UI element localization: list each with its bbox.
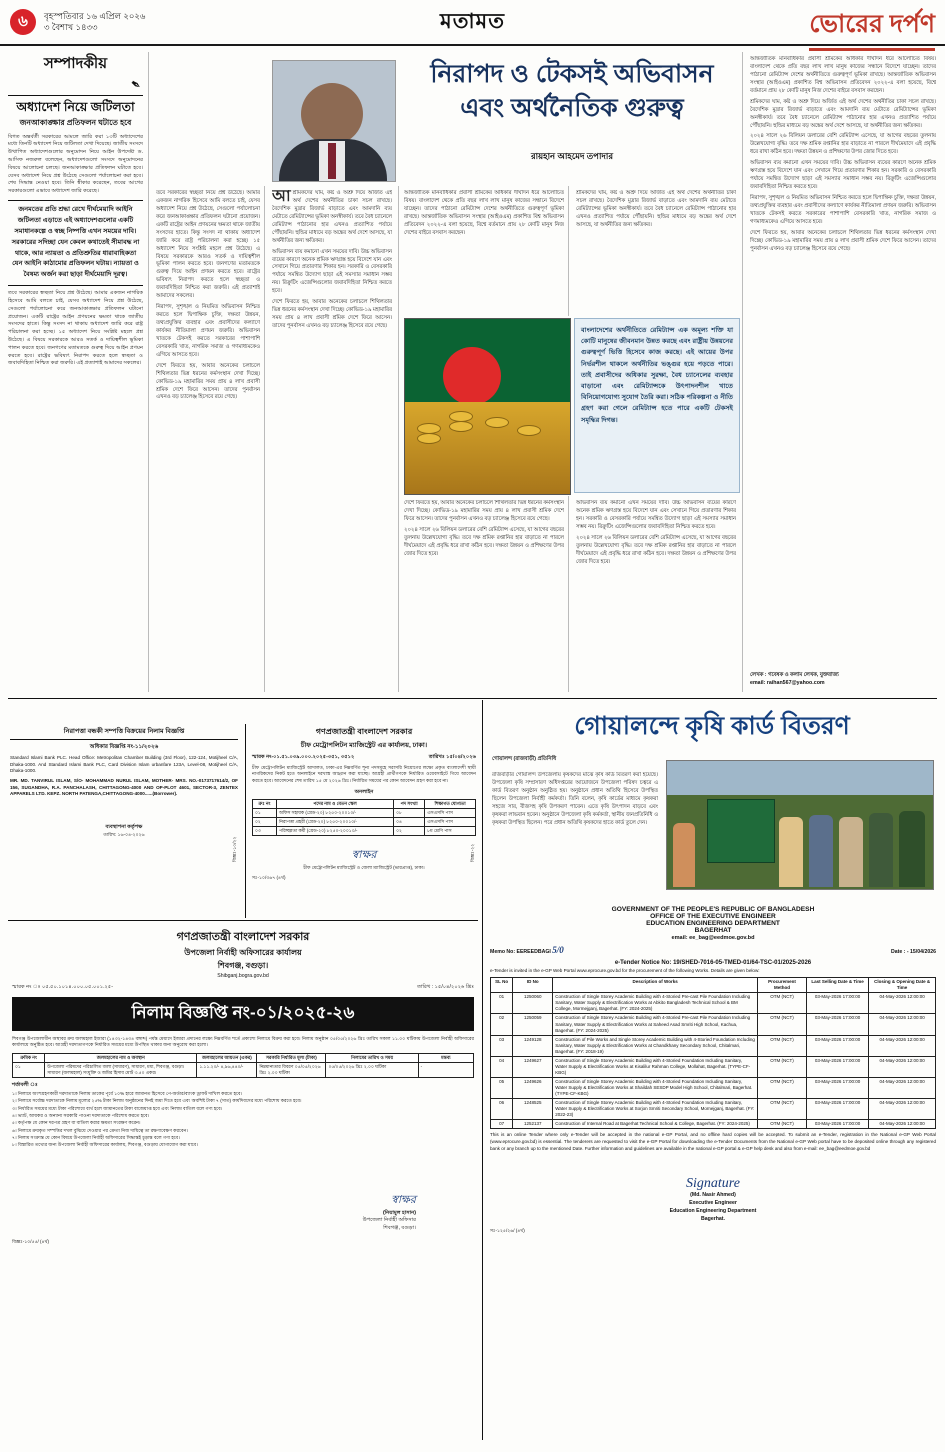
opinion-col2-dropcap: আ [272, 190, 291, 205]
editorial-body-1: বিগত অন্তর্বর্তী সরকারের আমলে জারি করা ১৩টি অধ্যাদেশের মধ্যে তিনটি অধ্যাদেশ নিয়ে জটিলতা দেখা দিয়েছে। জাতীয় সংসদে উত্থাপিত অধ্যাদেশগুলোর অনুমোদন নিয়ে আইন উপদেষ্টা ড. আসিফ নজরুল বলেছেন, অধ্যাদেশগুলো সংসদে অনুমোদনের বিষয়ে আলোচনা চলছে। জনআকাঙ্ক্ষার প্রতিফলন ঘটাতে হবে। যেসব অধ্যাদেশ নিয়ে প্রশ্ন উঠেছে সেগুলো পর্যালোচনা করা হবে। শেষ সিদ্ধান্ত নেওয়া হবে। তিনি স্বীকার করেছেন, তবের আগের সরকারগুলো এভাবে অধ্যাদেশ জারি করেছে। [8, 133, 143, 195]
bangladesh-flag-circle [443, 347, 501, 405]
etender-col-2: Description of Works [553, 978, 758, 993]
cell: 03-May-2026 17:00:00 [806, 1056, 868, 1077]
cell: ১.১১.২০/- ৪,৯৬,৪৪০/- [197, 1062, 257, 1077]
column-rule-3 [398, 186, 399, 692]
bank-notice [10, 726, 238, 838]
etender-signature: Signature [686, 1176, 740, 1192]
auction-notice [12, 928, 474, 1246]
cell: 04-May-2026 12:00:00 [869, 1099, 936, 1120]
cell: 03 [491, 1035, 513, 1056]
auction-col-3: সরকারি নির্ধারিত মূল্য (টাকা) [257, 1053, 326, 1062]
etender-signer-name: (Md. Nasir Ahmed) [690, 1192, 736, 1199]
auction-table-header-row [13, 1053, 474, 1062]
opinion-author-note-block [750, 672, 936, 686]
column-rule-4 [568, 186, 569, 316]
table-row [491, 1056, 936, 1077]
pen-icon: ✒ [127, 75, 145, 94]
opinion-title [404, 58, 740, 126]
horizontal-rule-1 [8, 698, 937, 699]
opinion-col4-para-3: ২০২৪ সালে ২৬ বিলিয়ন ডলারের বেশি রেমিট্যান্স এসেছে, যা আগের বছরের তুলনায় উল্লেখযোগ্য বৃদ্ধি। তবে দক্ষ শ্রমিক রপ্তানির হার বাড়াতে না পারলে দীর্ঘমেয়াদে এই প্রবৃদ্ধি ধরে রাখা কঠিন হবে। দক্ষতা উন্নয়ন ও প্রশিক্ষণের উপর জোর দিতে হবে। [576, 534, 736, 565]
opinion-col5-para-2: শ্রমিকদের ঘাম, কষ্ট ও অশ্রু দিয়ে অর্জিত এই অর্থ দেশের অর্থনীতির চাকা সচল রাখছে। বৈদেশিক মুদ্রার রিজার্ভ বাড়াতে এবং আমদানি ব্যয় মেটাতে রেমিট্যান্সের ভূমিকা অনস্বীকার্য। তবে বৈধ চ্যানেলে রেমিট্যান্স পাঠানোর হার এখনও প্রত্যাশিত পর্যায়ে পৌঁছায়নি। হুন্ডির মাধ্যমে বড় অঙ্কের অর্থ দেশে আসছে, যা অর্থনীতির জন্য ক্ষতিকর। [750, 98, 936, 129]
cell: OTM (NCT) [757, 993, 806, 1014]
metro-table [252, 799, 476, 836]
auction-signer-title: উপজেলা নির্বাহী অফিসার [362, 1217, 416, 1224]
opinion-col-3-top [404, 190, 564, 312]
table-row [491, 1014, 936, 1035]
auction-col-0: ক্রমিক নং [13, 1053, 45, 1062]
auction-term: ৪। ভ্যাট, আয়কর ও অন্যান্য সরকারি পাওনা দরদাতাকে পরিশোধ করতে হবে। [12, 1112, 150, 1118]
cell: Construction of Single Storey Academic Building with 4-Storied Pre-cast Pile Foundation Including Sanitary, Water Supply & Electrification Works at Abkito Bangladesh Technical School & BM College, Mormejganj, Bagerhat. (FY: 2024-2025) [553, 993, 758, 1014]
opinion-col4-para-2: অভিবাসন ব্যয় কমানো এখন সময়ের দাবি। উচ্চ অভিবাসন ব্যয়ের কারণে অনেক শ্রমিক ঋণগ্রস্ত হয়ে বিদেশে যান এবং সেখানে গিয়ে প্রতারণার শিকার হন। সরকারি ও বেসরকারি পর্যায়ে সমন্বিত উদ্যোগ ছাড়া এই সমস্যার সমাধান সম্ভব নয়। রিক্রুটিং এজেন্সিগুলোর জবাবদিহিতা নিশ্চিত করতে হবে। [576, 500, 736, 530]
cell: 02 [491, 1014, 513, 1035]
metro-gov-line-1: গণপ্রজাতন্ত্রী বাংলাদেশ সরকার [315, 727, 413, 736]
bank-notice-line2: MR. MD. TANVIRUL ISLAM, S/O- MOHAMMAD NURUL ISLAM, MOTHER- MRS. NO.-0173717614/2, OF 156, SUGANDHA, R.A. PANCHALASH, CHITTAGONG-4000 AND OP-PLOT 4601, SECTOR-3, ZENTEX APPARELS LTD. KEPZ. NORTH PATENGA,CHITTAGONG-4000......(Borrower). [10, 777, 238, 797]
opinion-col5-para-1: আন্তর্জাতিক মানবাধিকার প্রবাসী শ্রমিকের অধিকার দীর্ঘদিন ধরে আলোচিত বিষয়। বাংলাদেশ থেকে প্রতি বছর লাখ লাখ মানুষ কাজের সন্ধানে বিদেশে যাচ্ছেন। তাদের পাঠানো রেমিট্যান্স দেশের অর্থনীতিতে গুরুত্বপূর্ণ ভূমিকা রাখছে। আন্তর্জাতিক অভিবাসন সংস্থার (আইওএম) প্রকাশিত বিশ্ব অভিবাসন প্রতিবেদন ২০২২-এ বলা হয়েছে, বিশ্বে বর্তমানে প্রায় ২৮ কোটি মানুষ নিজ দেশের বাইরে বসবাস করছেন। [750, 56, 936, 94]
metro-col-3: শিক্ষাগত যোগ্যতা [425, 799, 476, 808]
date-block [44, 11, 145, 34]
auction-term: ২। নিলামে সর্বোচ্চ দরদাতাকে নিলাম মূল্যের ২৫% টাকা নিলাম অনুষ্ঠানের দিনই জমা দিতে হবে এবং অবশিষ্ট টাকা ৭ (সাত) কার্যদিবসের মধ্যে পরিশোধ করতে হবে। [12, 1098, 302, 1104]
cell: নিরাপত্তা প্রহরী (গ্রেড-২০) ৮২৫০-২০০১০/- [276, 817, 393, 826]
cell: 1248525 [513, 1099, 553, 1120]
cell: 1250060 [513, 993, 553, 1014]
opinion-col2-para-1: শ্রমিকদের ঘাম, কষ্ট ও অশ্রু দিয়ে অর্জিত এই অর্থ দেশের অর্থনীতির চাকা সচল রাখছে। বৈদেশিক মুদ্রার রিজার্ভ বাড়াতে এবং আমদানি ব্যয় মেটাতে রেমিট্যান্সের ভূমিকা অনস্বীকার্য। তবে বৈধ চ্যানেলে রেমিট্যান্স পাঠানোর হার এখনও প্রত্যাশিত পর্যায়ে পৌঁছায়নি। হুন্ডির মাধ্যমে বড় অঙ্কের অর্থ দেশে আসছে, যা অর্থনীতির জন্য ক্ষতিকর। [272, 190, 392, 244]
etender-date: Date : - 15/04/2026 [891, 949, 936, 955]
goalanda-title: গোয়ালন্দে কৃষি কার্ড বিতরণ [574, 712, 850, 740]
cell: 03-May-2026 17:00:00 [806, 993, 868, 1014]
cell: নিম্নমান্যতার বিবরণ ০৫/০৫/২০২৬ খ্রিঃ ২.০০ ঘটিকা [257, 1062, 326, 1077]
bengali-date: ৩ বৈশাখ ১৪৩৩ [44, 22, 98, 32]
auction-title-banner: নিলাম বিজ্ঞপ্তি নং-০১/২০২৫-২৬ [12, 997, 474, 1031]
pull-quote: বাংলাদেশের অর্থনীতিতে রেমিট্যান্স এক অমূল্য শক্তি যা কোটি মানুষের জীবনমান উন্নত করছে এবং রাষ্ট্রীয় উন্নয়নের গুরুত্বপূর্ণ ভিত্তি হিসেবে কাজ করছে। এই আয়ের উপর নির্ভরশীল থাকলে অর্থনীতির ভঙ্গুর হয়ে পড়তে পারে। তাই প্রবাসীদের অধিকার সুরক্ষা, বৈধ চ্যানেলের ব্যবহার বাড়ানো এবং রেমিট্যান্সকে উৎপাদনশীল খাতে বিনিয়োগযোগ্য সুযোগ তৈরি করা। সঠিক পরিকল্পনা ও নীতি গ্রহণ করা গেলে রেমিট্যান্স হতে পারে একটি টেকসই সমৃদ্ধির দিগন্ত। [574, 318, 740, 493]
cell: 04 [491, 1056, 513, 1077]
column-rule-1 [148, 52, 149, 692]
auction-terms-list [12, 1090, 474, 1149]
opinion-col-2 [272, 190, 392, 690]
opinion-left-para-2: নিরাপদ, সুশৃঙ্খল ও নিয়মিত অভিবাসন নিশ্চিত করতে হলে দ্বিপাক্ষিক চুক্তি, দক্ষতা উন্নয়ন, তথ্যপ্রযুক্তির ব্যবহার এবং প্রবাসীদের কল্যাণে কার্যকর নীতিমালা প্রণয়ন জরুরি। অভিবাসন খাতকে টেকসই করতে সরকারের পাশাপাশি বেসরকারি খাত, নাগরিক সমাজ ও গণমাধ্যমকেও এগিয়ে আসতে হবে। [156, 304, 260, 358]
bank-notice-header: নিরাপত্তা বন্ধকী সম্পত্তি বিক্রয়ের নিলাম বিজ্ঞপ্তি [10, 726, 238, 740]
brand-name: ভোরের দর্পণ [809, 10, 935, 38]
table-row [491, 993, 936, 1014]
auction-memo-row [12, 984, 474, 992]
metro-signature: স্বাক্ষর [351, 848, 377, 861]
auction-table [12, 1053, 474, 1078]
cell: 1250059 [513, 1014, 553, 1035]
goalanda-photo [666, 760, 934, 890]
etender-signer-title-1: Executive Engineer [689, 1200, 737, 1207]
auction-footer-code: বিজ্ঞঃ-১০/৫৫/ (৪র্থ) [12, 1239, 50, 1245]
cell: 04-May-2026 12:00:00 [869, 1120, 936, 1129]
photo-sky [667, 761, 933, 795]
vertical-rule-ads [245, 724, 246, 918]
auction-term: ৩। নির্ধারিত সময়ের মধ্যে টাকা পরিশোধে ব্যর্থ হলে জামানতের টাকা বাজেয়াপ্ত হবে এবং নিলাম বাতিল বলে গণ্য হবে। [12, 1105, 223, 1111]
metro-col-0: ক্রঃ নং [253, 799, 277, 808]
auction-website: Shibganj.bogra.gov.bd [217, 973, 269, 979]
photo-person [899, 811, 925, 887]
goalanda-byline: গোয়ালন্দ (রাজবাড়ী) প্রতিনিধি [492, 756, 557, 762]
cell: 1249128 [513, 1035, 553, 1056]
cell: OTM (NCT) [757, 1035, 806, 1056]
etender-notice-line: e-Tender is invited in the e-GP Web Portal www.eprocure.gov.bd for the procurement of the following Works. Details are given below: [490, 967, 760, 973]
metro-table-title: অনলাইন [354, 788, 374, 795]
auction-col-2: জলমহালের আয়তন (একর) [197, 1053, 257, 1062]
auction-col-1: জলমহালের নাম ও অবস্থান [45, 1053, 197, 1062]
photo-person [779, 817, 803, 887]
metro-sidecode: বিজ্ঞঃ-২২ [470, 843, 475, 862]
auction-signer-name: (নিয়ামুল হাসান) [382, 1209, 416, 1216]
cell: 01 [491, 993, 513, 1014]
etender-gov-4: BAGERHAT [694, 927, 732, 934]
cell: 03-May-2026 17:00:00 [806, 1099, 868, 1120]
opinion-col5-para-4: অভিবাসন ব্যয় কমানো এখন সময়ের দাবি। উচ্চ অভিবাসন ব্যয়ের কারণে অনেক শ্রমিক ঋণগ্রস্ত হয়ে বিদেশে যান এবং সেখানে গিয়ে প্রতারণার শিকার হন। সরকারি ও বেসরকারি পর্যায়ে সমন্বিত উদ্যোগ ছাড়া এই সমস্যার সমাধান সম্ভব নয়। রিক্রুটিং এজেন্সিগুলোর জবাবদিহিতা নিশ্চিত করতে হবে। [750, 160, 936, 191]
photo-banner [707, 799, 775, 863]
opinion-left-para-3: দেশে ফিরতে হয়, আবার অনেকের চলাচলে শিথিলতার ভিন্ন ধরনের কর্মসংস্থান দেখা দিচ্ছে। কোভিড-১৯ মহামারির সময় প্রায় ৪ লাখ প্রবাসী শ্রমিক দেশে ফিরে আসেন। তাদের পুনর্বাসন এখনও বড় চ্যালেঞ্জ হিসেবে রয়ে গেছে। [156, 362, 260, 401]
cell: 04-May-2026 12:00:00 [869, 993, 936, 1014]
etender-table-header-row [491, 978, 936, 993]
opinion-author-email: email: raihan567@yahoo.com [750, 679, 825, 686]
etender-memo: Memo No: EEREEDBAGI [490, 949, 551, 955]
auction-signature-block [12, 1191, 474, 1233]
opinion-col-5 [750, 56, 936, 668]
auction-col-5: মন্তব্য [418, 1053, 473, 1062]
metro-col-1: পদের নাম ও বেতন স্কেল [276, 799, 393, 808]
photo-person [839, 817, 863, 887]
cell: 04-May-2026 12:00:00 [869, 1014, 936, 1035]
column-rule-5 [568, 496, 569, 692]
etender-memo-row [490, 944, 936, 958]
cell: ৮ম শ্রেণি পাস [425, 826, 476, 835]
cell: 03-May-2026 17:00:00 [806, 1035, 868, 1056]
cell: - [418, 1062, 473, 1077]
bank-notice-line1: Standard Islami Bank PLC. Head Office: Metropolitan Chamber Building (3rd Floor), 122-124, Motijheel C/A, Dhaka-1000. And Standard Islami Bank PLC, Card Division Islam urbanfare 123A, Level-08, Motijheel C/A, Dhaka-1000. [10, 755, 238, 774]
auction-term: ৭। নিলাম সংক্রান্ত যে কোন বিষয়ে উপজেলা নির্বাহী অফিসারের সিদ্ধান্তই চূড়ান্ত বলে গণ্য হবে। [12, 1134, 180, 1140]
etender-footer-note: This is an online Tender where only e-Tender will be accepted in the national e-GP Portal, and no offline hard copies will be accepted. To submit an e-Tender, registration in the National e-GP Web Portal (www.eprocure.gov.bd) is essential. The tenderers are requested to visit the e-GP Portal for downloading the e-Tender Documents from the National e-GP Web portal have to be deposited online through any registered bank or any branch up to the mentioned Date. Further information and guidelines are available in the national e-GP portal & e-GP help desk and also from e-mail: ee_bag@eedmoe.gov.bd [490, 1132, 936, 1151]
opinion-col4-para-1: শ্রমিকদের ঘাম, কষ্ট ও অশ্রু দিয়ে অর্জিত এই অর্থ দেশের অর্থনীতির চাকা সচল রাখছে। বৈদেশিক মুদ্রার রিজার্ভ বাড়াতে এবং আমদানি ব্যয় মেটাতে রেমিট্যান্সের ভূমিকা অনস্বীকার্য। তবে বৈধ চ্যানেলে রেমিট্যান্স পাঠানোর হার এখনও প্রত্যাশিত পর্যায়ে পৌঁছায়নি। হুন্ডির মাধ্যমে বড় অঙ্কের অর্থ দেশে আসছে, যা অর্থনীতির জন্য ক্ষতিকর। [576, 190, 736, 228]
column-rule-6 [742, 52, 743, 692]
opinion-left-para-1: তবে সরকারের স্বচ্ছতা নিয়ে প্রশ্ন উঠেছে। আমার একজন নাগরিক হিসেবে আমি বলতে চাই, যেসব অধ্যাদেশ নিয়ে প্রশ্ন উঠেছে, সেগুলো পর্যালোচনা করে জনআকাঙ্ক্ষার প্রতিফলন ঘটানো প্রয়োজন। একটি রাষ্ট্রের আইন প্রণয়নের ক্ষমতা থাকে জাতীয় সংসদের হাতে। কিন্তু সংসদ না থাকায় অধ্যাদেশ জারি করে রাষ্ট্র পরিচালনা করা হচ্ছে। ১৫ অধ্যাদেশ নিয়ে সংশ্লিষ্ট মহলে প্রশ্ন উঠেছে। এ বিষয়ে সরকারকে আরও সতর্ক ও দায়িত্বশীল ভূমিকা পালন করতে হবে। জনগণের মতামতকে গুরুত্ব দিয়ে আইন প্রণয়ন করতে হবে। রাষ্ট্রের ভবিষ্যৎ নিরাপদ করতে হলে স্বচ্ছতা ও জবাবদিহিতা নিশ্চিত করা জরুরি। এই প্রত্যাশাই আমাদের সকলের। [156, 190, 260, 300]
etender-notice-no: e-Tender Notice No: 19/SHED-7016-05-TMED-01/64-TSC-01/2025-2026 [614, 959, 812, 966]
metro-signer: চীফ মেট্রোপলিটন ম্যাজিস্ট্রেট ও জেলা ম্যাজিস্ট্রেট (ভারপ্রাপ্ত), ঢাকা। [303, 864, 425, 870]
metro-memo: স্মারক নং-০১.৫১.০৩৯.০০০.২০২৫-৩৫১, ৩৫১২ [252, 754, 355, 760]
auction-intro: শিবগঞ্জ উপজেলাধীন অস্থাবর ক্রয় জলমহাল ইজারা (১৪৩২-১৪৩৪ বঙ্গাব্দ) পর্যন্ত মেয়াদে ইজারা প্রদানের লক্ষ্যে নিম্নবর্ণিত শর্তে প্রকাশ্যে নিলামে বিক্রয় করা হবে। নিলাম অনুষ্ঠান ০৫/০৫/২০২৬ খ্রিঃ তারিখ সকাল ১১.০০ ঘটিকায় উপজেলা নির্বাহী অফিসারের কার্যালয়ে অনুষ্ঠিত হবে। আগ্রহী দরদাতাগণকে নির্ধারিত সময়ের মধ্যে উপস্থিত থাকার জন্য অনুরোধ করা হলো। [12, 1035, 474, 1048]
auction-term: ৬। নিলামে ক্রয়কৃত সম্পত্তির দখল বুঝিয়ে দেওয়ার পর ক্রেতা নিজ দায়িত্বে তা রক্ষণাবেক্ষণ করবেন। [12, 1127, 188, 1133]
cell: 04-May-2026 12:00:00 [869, 1035, 936, 1056]
cell: ০২ [253, 817, 277, 826]
metro-memo-row [252, 754, 476, 762]
metro-footer-code: সঃ-১০/৩৬৭ (৪র্থ) [252, 875, 286, 881]
cell: 05 [491, 1078, 513, 1099]
table-row [13, 1062, 474, 1077]
cell: OTM (NCT) [757, 1099, 806, 1120]
cell: উপজেলা পরিষদের পরিচালিত জলা (সাধারণ), সাধারণ, মধ্য, শিবগঞ্জ, বগুড়া। সাধারণ (জলমহাল) সংযুক্তি ও জমির হিসাব মোট ৩.৫০ একর। [45, 1062, 197, 1077]
metro-col-2: পদ সংখ্যা [394, 799, 425, 808]
cell: 1252137 [513, 1120, 553, 1129]
metro-gov-line-2: চীফ মেট্রোপলিটন ম্যাজিস্ট্রেট এর কার্যালয়, ঢাকা। [300, 742, 428, 749]
cell: ০৫/০৫/২০২৬ খ্রিঃ ২.০০ ঘটিকা [326, 1062, 418, 1077]
vertical-rule-center [482, 700, 483, 1440]
cell: এসএসসি পাস [425, 817, 476, 826]
gregorian-date: বৃহস্পতিবার ১৬ এপ্রিল ২০২৬ [44, 10, 146, 21]
cell: OTM (NCT) [757, 1120, 806, 1129]
opinion-col5-para-5: নিরাপদ, সুশৃঙ্খল ও নিয়মিত অভিবাসন নিশ্চিত করতে হলে দ্বিপাক্ষিক চুক্তি, দক্ষতা উন্নয়ন, তথ্যপ্রযুক্তির ব্যবহার এবং প্রবাসীদের কল্যাণে কার্যকর নীতিমালা প্রণয়ন জরুরি। অভিবাসন খাতকে টেকসই করতে সরকারের পাশাপাশি বেসরকারি খাত, নাগরিক সমাজ ও গণমাধ্যমকেও এগিয়ে আসতে হবে। [750, 195, 936, 225]
opinion-col3-para-3: ২০২৪ সালে ২৬ বিলিয়ন ডলারের বেশি রেমিট্যান্স এসেছে, যা আগের বছরের তুলনায় উল্লেখযোগ্য বৃদ্ধি। তবে দক্ষ শ্রমিক রপ্তানির হার বাড়াতে না পারলে দীর্ঘমেয়াদে এই প্রবৃদ্ধি ধরে রাখা কঠিন হবে। দক্ষতা উন্নয়ন ও প্রশিক্ষণের উপর জোর দিতে হবে। [404, 526, 564, 557]
metro-paragraph: চীফ মেট্রোপলিটন ম্যাজিস্ট্রেট আদালত, ঢাকা-এর নিম্নবর্ণিত শূন্য পদসমূহে সরাসরি নিয়োগের লক্ষ্যে প্রকৃত বাংলাদেশী স্থায়ী নাগরিকদের নিকট হতে অনলাইনে দরখাস্ত আহ্বান করা যাচ্ছে। আগ্রহী প্রার্থীগণকে নির্ধারিত ওয়েবসাইটে গিয়ে আবেদন করতে হবে। আবেদনের শেষ তারিখ ১৫ মে ২০২৬ খ্রিঃ। নির্ধারিত সময়ের পর কোন আবেদন গ্রহণ করা হবে না। [252, 764, 476, 784]
opinion-col5-para-3: ২০২৪ সালে ২৬ বিলিয়ন ডলারের বেশি রেমিট্যান্স এসেছে, যা আগের বছরের তুলনায় উল্লেখযোগ্য বৃদ্ধি। তবে দক্ষ শ্রমিক রপ্তানির হার বাড়াতে না পারলে দীর্ঘমেয়াদে এই প্রবৃদ্ধি ধরে রাখা কঠিন হবে। দক্ষতা উন্নয়ন ও প্রশিক্ষণের উপর জোর দিতে হবে। [750, 133, 936, 156]
auction-date: তারিখ : ১৫/০৪/২০২৬ খ্রিঃ [417, 983, 474, 990]
coin [449, 421, 473, 432]
cell: 1249626 [513, 1078, 553, 1099]
etender-memo-label [490, 944, 564, 958]
photo-person [809, 815, 833, 887]
author-photo [272, 60, 396, 182]
remittance-photo [404, 318, 571, 495]
cell: OTM (NCT) [757, 1056, 806, 1077]
opinion-byline: রায়হান আহমেদ তপাদার [530, 151, 614, 161]
opinion-col2-para-3: দেশে ফিরতে হয়, আবার অনেকের চলাচলে শিথিলতার ভিন্ন ধরনের কর্মসংস্থান দেখা দিচ্ছে। কোভিড-১৯ মহামারির সময় প্রায় ৪ লাখ প্রবাসী শ্রমিক দেশে ফিরে আসেন। তাদের পুনর্বাসন এখনও বড় চ্যালেঞ্জ হিসেবে রয়ে গেছে। [272, 299, 392, 329]
horizontal-rule-2 [8, 920, 478, 921]
etender-gov-3: EDUCATION ENGINEERING DEPARTMENT [646, 920, 780, 927]
cell: ০৪ [394, 817, 425, 826]
opinion-col-4-top [576, 190, 736, 312]
cell: 04-May-2026 12:00:00 [869, 1056, 936, 1077]
opinion-col2-para-2: অভিবাসন ব্যয় কমানো এখন সময়ের দাবি। উচ্চ অভিবাসন ব্যয়ের কারণে অনেক শ্রমিক ঋণগ্রস্ত হয়ে বিদেশে যান এবং সেখানে গিয়ে প্রতারণার শিকার হন। সরকারি ও বেসরকারি পর্যায়ে সমন্বিত উদ্যোগ ছাড়া এই সমস্যার সমাধান সম্ভব নয়। রিক্রুটিং এজেন্সিগুলোর জবাবদিহিতা নিশ্চিত করতে হবে। [272, 248, 392, 295]
table-row [253, 826, 476, 835]
bank-notice-signer: ব্যবস্থাপনা কর্তৃপক্ষ [105, 823, 143, 830]
auction-gov-line-2: উপজেলা নির্বাহী অফিসারের কার্যালয় [184, 948, 302, 957]
auction-gov-line-1: গণপ্রজাতন্ত্রী বাংলাদেশ সরকার [176, 931, 310, 943]
opinion-col-3-bottom [404, 500, 564, 690]
cell: Construction of Single Storey Academic Building with 4-Storied Foundation Including Sanitary, Water Supply & Electrification Works at Sorjon Smriti Secondary School, Mornejganj, Bagerhat. (FY: 2022-23) [553, 1099, 758, 1120]
newspaper-logo [809, 4, 935, 51]
opinion-col3-para-1: আন্তর্জাতিক মানবাধিকার প্রবাসী শ্রমিকের অধিকার দীর্ঘদিন ধরে আলোচিত বিষয়। বাংলাদেশ থেকে প্রতি বছর লাখ লাখ মানুষ কাজের সন্ধানে বিদেশে যাচ্ছেন। তাদের পাঠানো রেমিট্যান্স দেশের অর্থনীতিতে গুরুত্বপূর্ণ ভূমিকা রাখছে। আন্তর্জাতিক অভিবাসন সংস্থার (আইওএম) প্রকাশিত বিশ্ব অভিবাসন প্রতিবেদন ২০২২-এ বলা হয়েছে, বিশ্বে বর্তমানে প্রায় ২৮ কোটি মানুষ নিজ দেশের বাইরে বসবাস করছেন। [404, 190, 564, 236]
auction-gov-line-3: শিবগঞ্জ, বগুড়া। [217, 961, 269, 970]
editorial-block [8, 52, 143, 368]
etender-email: email: ee_bag@eedmoe.gov.bd [671, 935, 755, 941]
auction-signer-office: শিবগঞ্জ, বগুড়া। [383, 1225, 416, 1232]
cell: Construction of Single Storey Academic Building with 4-Storied Foundation Including Sanitary, Water Supply & Electrification Works at Kisalilur Rahman College, Mollahat, Bagerhat. (TYPE-CF-KBG) [553, 1056, 758, 1077]
auction-term: ৫। কর্তৃপক্ষ যে কোন দরপত্র গ্রহণ বা বাতিল করার ক্ষমতা সংরক্ষণ করেন। [12, 1120, 141, 1126]
author-face [301, 83, 363, 145]
coin [517, 425, 541, 436]
editorial-divider [8, 75, 145, 96]
cell: 03-May-2026 17:00:00 [806, 1078, 868, 1099]
opinion-col5-para-6: দেশে ফিরতে হয়, আবার অনেকের চলাচলে শিথিলতার ভিন্ন ধরনের কর্মসংস্থান দেখা দিচ্ছে। কোভিড-১৯ মহামারির সময় প্রায় ৪ লাখ প্রবাসী শ্রমিক দেশে ফিরে আসেন। তাদের পুনর্বাসন এখনও বড় চ্যালেঞ্জ হিসেবে রয়ে গেছে। [750, 229, 936, 252]
etender-table [490, 977, 936, 1129]
table-row [253, 817, 476, 826]
auction-col-4: নিলামের তারিখ ও সময় [326, 1053, 418, 1062]
photo-person [869, 813, 893, 887]
etender-memo-number: 5/0 [552, 945, 564, 955]
cell: Construction of Pile Works and Single Storey Academic Building with 4-Storied Foundation Including Sanitary, Water Supply & Electrification Works at Chandkhany Secondary School, Chitalmari, Bagerhat. (FY: 2018-19) [553, 1035, 758, 1056]
opinion-author-note: লেখক : গবেষক ও কলাম লেখক, যুক্তরাজ্য [750, 672, 839, 678]
table-row [491, 1078, 936, 1099]
opinion-col-left [156, 190, 260, 690]
metro-table-header-row [253, 799, 476, 808]
cell: ০১ [13, 1062, 45, 1077]
cell: ০২ [394, 826, 425, 835]
goalanda-body: রাজবাড়ীর গোয়ালন্দ উপজেলায় কৃষকদের মাঝে কৃষি কার্ড বিতরণ করা হয়েছে। উপজেলা কৃষি সম্প্রসারণ অধিদপ্তরের আয়োজনে উপজেলা পরিষদ চত্বরে এ কার্ড বিতরণ অনুষ্ঠান অনুষ্ঠিত হয়। অনুষ্ঠানে প্রধান অতিথি হিসেবে উপস্থিত ছিলেন উপজেলা নির্বাহী কর্মকর্তা। তিনি বলেন, কৃষি কার্ডের মাধ্যমে কৃষকরা সহজে সার, বীজসহ কৃষি উপকরণ পাবেন। এতে কৃষি উৎপাদন বাড়বে এবং কৃষকরা লাভবান হবেন। অনুষ্ঠানে উপজেলা কৃষি কর্মকর্তা, স্থানীয় জনপ্রতিনিধি ও কৃষকরা উপস্থিত ছিলেন। পরে প্রধান অতিথি কৃষকদের হাতে কার্ড তুলে দেন। [492, 772, 658, 826]
cell: OTM (NCT) [757, 1078, 806, 1099]
cell: 1249627 [513, 1056, 553, 1077]
table-row [253, 808, 476, 817]
masthead [0, 0, 945, 46]
etender-gov-2: OFFICE OF THE EXECUTIVE ENGINEER [650, 913, 776, 920]
auction-signature: স্বাক্ষর [391, 1193, 416, 1206]
table-row [491, 1099, 936, 1120]
coin [485, 417, 509, 428]
metro-notice [252, 726, 476, 882]
cell: Construction of Single Storey Academic Building with 4-Storied Foundation Including Sanitary, Water Supply & Electrification Works at Shaildah SESDP Model High School, Chitalmari, Bagerhat. (TYPE-CF-KBG) [553, 1078, 758, 1099]
cell: Construction of Internal Road at Bagerhat Technical School & College, Bagerhat. (FY: 2024-2025) [553, 1120, 758, 1129]
cell: অফিস সহায়ক (গ্রেড-২০) ৮২৫০-২০০১০/- [276, 808, 393, 817]
page-number-badge: ৬ [10, 9, 36, 35]
auction-term: ১। নিলামে অংশগ্রহণকারী দরদাতাকে নিলাম ডাকের পূর্বে ১০% হারে জামানত হিসেবে পে-অর্ডার/ব্যাংক ড্রাফট দাখিল করতে হবে। [12, 1090, 243, 1096]
opinion-title-line1: নিরাপদ ও টেকসই অভিবাসন [430, 60, 714, 88]
editorial-headline: অধ্যাদেশ নিয়ে জটিলতা [16, 100, 135, 114]
bank-notice-date: তারিখ: ১৬-০৪-২০২৬ [103, 831, 145, 837]
cell: 03-May-2026 17:00:00 [806, 1014, 868, 1035]
column-rule-2 [264, 186, 265, 692]
auction-term: ৮। বিস্তারিত তথ্যের জন্য উপজেলা নির্বাহী অফিসারের কার্যালয়, শিবগঞ্জ, বগুড়ায় যোগাযোগ করা যাবে। [12, 1142, 198, 1148]
cell: পরিচ্ছন্নতা কর্মী (গ্রেড-২০) ৮২৫০-২০০১০/- [276, 826, 393, 835]
opinion-title-line2: এবং অর্থনৈতিক গুরুত্ব [460, 93, 684, 122]
brand-rule [809, 48, 935, 51]
opinion-col3-para-2: দেশে ফিরতে হয়, আবার অনেকের চলাচলে শিথিলতার ভিন্ন ধরনের কর্মসংস্থান দেখা দিচ্ছে। কোভিড-১৯ মহামারির সময় প্রায় ৪ লাখ প্রবাসী শ্রমিক দেশে ফিরে আসেন। তাদের পুনর্বাসন এখনও বড় চ্যালেঞ্জ হিসেবে রয়ে গেছে। [404, 500, 564, 522]
cell: OTM (NCT) [757, 1014, 806, 1035]
cell: ০৩ [253, 826, 277, 835]
etender-signer-title-2: Education Engineering Department [669, 1208, 757, 1215]
coin [417, 433, 441, 444]
etender-signature-block [490, 1176, 936, 1223]
etender-footer-code: সঃ-১২৫/২৬/ (৪র্থ) [490, 1227, 525, 1233]
cell: ০১ [253, 808, 277, 817]
auction-terms-title: শর্তাবলী ঃ [12, 1082, 38, 1089]
cell: 04-May-2026 12:00:00 [869, 1078, 936, 1099]
etender-signer-title-3: Bagerhat. [701, 1215, 725, 1222]
etender-notice [490, 906, 936, 1234]
photo-person [673, 823, 695, 887]
editorial-label: সম্পাদকীয় [43, 55, 108, 72]
cell: Construction of Single Storey Academic Building with 4-Storied Pre-cast Pile Foundation Including Sanitary, Water Supply & Electrification Works at Saheed Asad Smriti High School, Kachua, Bagerhat. (FY: 2024-2025) [553, 1014, 758, 1035]
auction-memo: স্মারক নং ঃ ০৫.৫০.১০১৪.০০০.০৫.০০১.২৫- [12, 983, 113, 990]
etender-gov-1: GOVERNMENT OF THE PEOPLE'S REPUBLIC OF BANGLADESH [611, 906, 815, 913]
editorial-subhead: জনআকাঙ্ক্ষার প্রতিফলন ঘটাতে হবে [19, 117, 132, 127]
table-row [491, 1120, 936, 1129]
coin-stack [405, 402, 570, 494]
cell: 03-May-2026 17:00:00 [806, 1120, 868, 1129]
cell: 06 [491, 1099, 513, 1120]
section-title: মতামত [440, 9, 505, 33]
cell: ০৮ [394, 808, 425, 817]
opinion-col-4-bottom [576, 500, 736, 690]
bank-notice-subheader: অধিকার বিজ্ঞপ্তি নং-১১/২০২৬ [89, 744, 159, 750]
metro-date: তারিখঃ ১৫/০৪/২০২৬ [428, 754, 476, 760]
cell: এসএসসি পাস [425, 808, 476, 817]
etender-col-1: ID No [513, 978, 553, 993]
cell: 07 [491, 1120, 513, 1129]
etender-col-0: SL No [491, 978, 513, 993]
editorial-callout: জনমতের প্রতি শ্রদ্ধা রেখে দীর্ঘমেয়াদি আইনি জটিলতা এড়াতে এই অধ্যাদেশগুলোর একটি সমাধানকল্পে ও স্বচ্ছ নিষ্পত্তি এখন সময়ের দাবি। সরকারের সদিচ্ছা যেন কেবল কথাতেই সীমাবদ্ধ না থাকে, আর ন্যায়তা ও প্রতিশ্রুতির ধারাবাহিকতা যেন আইনি কাঠামোর প্রতিফলন ঘটায়। ন্যায়তা ও বৈষম্য অর্জন করা ছাড়া দীর্ঘমেয়াদি দূরত্ব। [8, 200, 143, 286]
etender-col-3: Procurement Method [757, 978, 806, 993]
table-row [491, 1035, 936, 1056]
etender-col-5: Closing & Opening Date & Time [869, 978, 936, 993]
etender-col-4: Last Selling Date & Time [806, 978, 868, 993]
bank-notice-sidecode: বিজ্ঞঃ-১০/২২ [232, 836, 237, 862]
author-tie [328, 143, 336, 179]
editorial-body-2: তবে সরকারের স্বচ্ছতা নিয়ে প্রশ্ন উঠেছে। আমার একজন নাগরিক হিসেবে আমি বলতে চাই, যেসব অধ্যাদেশ নিয়ে প্রশ্ন উঠেছে, সেগুলো পর্যালোচনা করে জনআকাঙ্ক্ষার প্রতিফলন ঘটানো প্রয়োজন। একটি রাষ্ট্রের আইন প্রণয়নের ক্ষমতা থাকে জাতীয় সংসদের হাতে। কিন্তু সংসদ না থাকায় অধ্যাদেশ জারি করে রাষ্ট্র পরিচালনা করা হচ্ছে। ১৫ অধ্যাদেশ নিয়ে সংশ্লিষ্ট মহলে প্রশ্ন উঠেছে। এ বিষয়ে সরকারকে আরও সতর্ক ও দায়িত্বশীল ভূমিকা পালন করতে হবে। জনগণের মতামতকে গুরুত্ব দিয়ে আইন প্রণয়ন করতে হবে। রাষ্ট্রের ভবিষ্যৎ নিরাপদ করতে হলে স্বচ্ছতা ও জবাবদিহিতা নিশ্চিত করা জরুরি। এই প্রত্যাশাই আমাদের সকলের। [8, 290, 143, 367]
